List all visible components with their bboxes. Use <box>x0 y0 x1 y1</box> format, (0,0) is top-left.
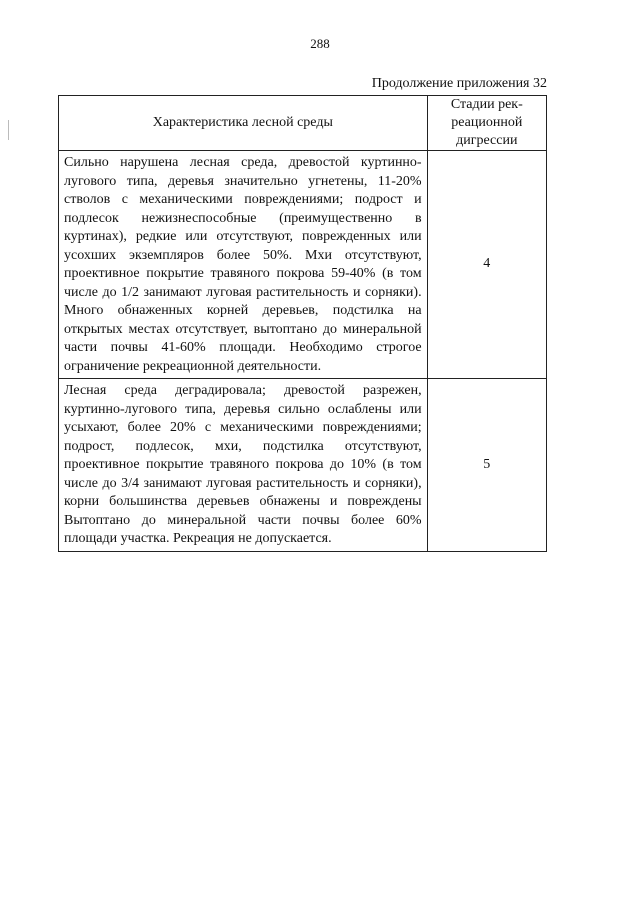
scan-margin-mark <box>8 120 9 140</box>
continuation-caption: Продолжение приложения 32 <box>371 76 547 91</box>
header-stage-line: Стадии рек- <box>450 97 523 112</box>
header-stage-line: дигрессии <box>456 133 518 148</box>
row-description: Сильно нарушена лесная среда, древостой куртинно-лугового типа, деревья значительно угнетены, 11-20% стволов с механическими повреждениями; подрост и подлесок нежизнеспособные (преимущественно в куртинах), редкие или отсутствуют, поврежденных или усохших экземпляров более 50%. Мхи отсутствуют, проективное покрытие травяного покрова 59-40% (в том числе до 1/2 занимают луговая растительность и сорняки). Много обнаженных корней деревьев, подстилка на открытых местах отсутствует, вытоптано до минеральной части почвы 41-60% площади. Необходимо строгое ограничение рекреационной деятельности. <box>59 151 428 379</box>
header-stage-line: реационной <box>451 115 523 130</box>
table-row <box>59 151 547 379</box>
table-row <box>59 379 547 552</box>
row-description: Лесная среда деградировала; древостой разрежен, куртинно-лугового типа, деревья сильно ослаблены или усыхают, более 20% с механическими повреждениями; подрост, подлесок, мхи, подстилка отсутствуют, проективное покрытие травяного покрова до 10% (в том числе до 3/4 занимают луговая растительность и сорняки), корни большинства деревьев обнажены и повреждены Вытоптано до минеральной части почвы более 60% площади участка. Рекреация не допускается. <box>59 379 428 552</box>
page-number: 288 <box>310 36 330 51</box>
header-stage <box>427 96 546 151</box>
row-stage: 5 <box>427 379 546 552</box>
recreational-digression-table <box>58 95 547 552</box>
row-stage: 4 <box>427 151 546 379</box>
header-description: Характеристика лесной среды <box>59 96 428 151</box>
table-header-row <box>59 96 547 151</box>
